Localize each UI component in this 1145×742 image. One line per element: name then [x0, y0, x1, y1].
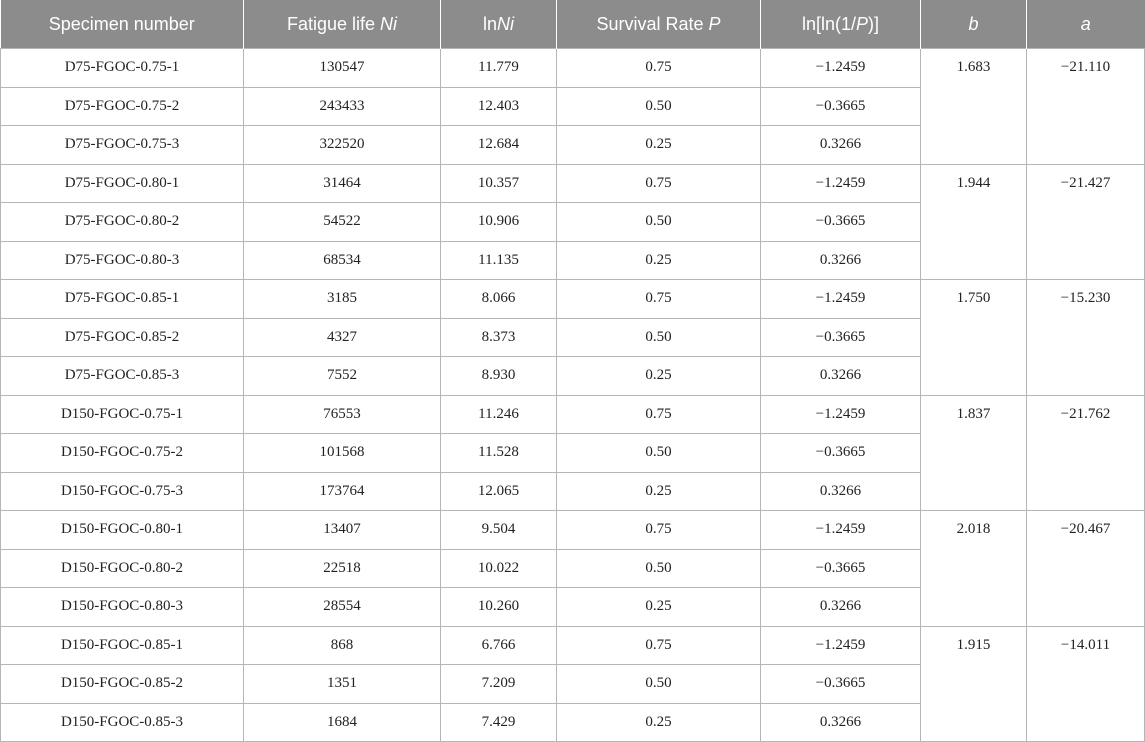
survival-rate-cell: 0.75 — [557, 626, 761, 665]
survival-rate-cell: 0.50 — [557, 665, 761, 704]
ln-ni-cell: 7.429 — [441, 703, 557, 742]
survival-rate-cell: 0.25 — [557, 126, 761, 165]
ln-ln-cell: 0.3266 — [761, 472, 921, 511]
ln-ln-cell: −1.2459 — [761, 164, 921, 203]
ln-ni-cell: 11.779 — [441, 49, 557, 88]
specimen-number-cell: D75-FGOC-0.75-1 — [1, 49, 244, 88]
survival-rate-cell: 0.75 — [557, 49, 761, 88]
ln-ni-cell: 6.766 — [441, 626, 557, 665]
ln-ni-cell: 12.403 — [441, 87, 557, 126]
fatigue-life-cell: 173764 — [244, 472, 441, 511]
survival-rate-cell: 0.25 — [557, 703, 761, 742]
ln-ln-cell: −0.3665 — [761, 87, 921, 126]
specimen-number-cell: D75-FGOC-0.80-2 — [1, 203, 244, 242]
specimen-number-cell: D150-FGOC-0.80-2 — [1, 549, 244, 588]
header-ln-ln-suffix: )] — [868, 13, 880, 34]
ln-ni-cell: 8.373 — [441, 318, 557, 357]
header-ln-ni — [441, 0, 557, 49]
table-row — [1, 626, 1145, 665]
fatigue-life-cell: 130547 — [244, 49, 441, 88]
ln-ni-cell: 8.930 — [441, 357, 557, 396]
ln-ni-cell: 10.260 — [441, 588, 557, 627]
ln-ln-cell: 0.3266 — [761, 241, 921, 280]
a-value-cell: −20.467 — [1027, 511, 1145, 627]
ln-ni-cell: 10.906 — [441, 203, 557, 242]
survival-rate-cell: 0.75 — [557, 280, 761, 319]
fatigue-life-cell: 1684 — [244, 703, 441, 742]
survival-rate-cell: 0.75 — [557, 395, 761, 434]
fatigue-life-cell: 101568 — [244, 434, 441, 473]
ln-ln-cell: −1.2459 — [761, 49, 921, 88]
fatigue-life-cell: 7552 — [244, 357, 441, 396]
specimen-number-cell: D150-FGOC-0.85-1 — [1, 626, 244, 665]
ln-ln-cell: 0.3266 — [761, 357, 921, 396]
survival-rate-cell: 0.75 — [557, 164, 761, 203]
specimen-number-cell: D75-FGOC-0.75-2 — [1, 87, 244, 126]
b-value-cell: 1.750 — [921, 280, 1027, 396]
ln-ni-cell: 10.357 — [441, 164, 557, 203]
specimen-number-cell: D150-FGOC-0.80-3 — [1, 588, 244, 627]
survival-rate-cell: 0.25 — [557, 241, 761, 280]
specimen-number-cell: D150-FGOC-0.75-2 — [1, 434, 244, 473]
specimen-number-cell: D75-FGOC-0.85-1 — [1, 280, 244, 319]
ln-ln-cell: −1.2459 — [761, 280, 921, 319]
survival-rate-cell: 0.25 — [557, 357, 761, 396]
ln-ni-cell: 9.504 — [441, 511, 557, 550]
specimen-number-cell: D75-FGOC-0.80-1 — [1, 164, 244, 203]
fatigue-life-cell: 31464 — [244, 164, 441, 203]
header-row — [1, 0, 1145, 49]
table-row — [1, 395, 1145, 434]
fatigue-life-cell: 4327 — [244, 318, 441, 357]
specimen-number-cell: D150-FGOC-0.75-1 — [1, 395, 244, 434]
ln-ln-cell: −0.3665 — [761, 203, 921, 242]
table-row — [1, 280, 1145, 319]
ln-ln-cell: −0.3665 — [761, 318, 921, 357]
b-value-cell: 1.944 — [921, 164, 1027, 280]
survival-rate-cell: 0.50 — [557, 318, 761, 357]
table-header — [1, 0, 1145, 49]
header-ln-ni-text: ln — [482, 13, 497, 34]
ln-ln-cell: −0.3665 — [761, 665, 921, 704]
table-row — [1, 164, 1145, 203]
table-body — [1, 49, 1145, 742]
fatigue-life-cell: 1351 — [244, 665, 441, 704]
ln-ln-cell: 0.3266 — [761, 126, 921, 165]
header-survival-rate — [557, 0, 761, 49]
fatigue-life-cell: 76553 — [244, 395, 441, 434]
fatigue-life-cell: 13407 — [244, 511, 441, 550]
fatigue-life-cell: 54522 — [244, 203, 441, 242]
a-value-cell: −21.762 — [1027, 395, 1145, 511]
specimen-number-cell: D75-FGOC-0.80-3 — [1, 241, 244, 280]
ln-ni-cell: 11.135 — [441, 241, 557, 280]
ln-ni-cell: 12.684 — [441, 126, 557, 165]
fatigue-life-cell: 868 — [244, 626, 441, 665]
header-b: b — [921, 0, 1027, 49]
table-row — [1, 511, 1145, 550]
fatigue-life-cell: 22518 — [244, 549, 441, 588]
survival-rate-cell: 0.50 — [557, 87, 761, 126]
ln-ln-cell: −1.2459 — [761, 511, 921, 550]
header-ln-ni-variable: Ni — [497, 13, 514, 34]
fatigue-life-cell: 322520 — [244, 126, 441, 165]
header-specimen-number: Specimen number — [1, 0, 244, 49]
header-survival-rate-text: Survival Rate — [596, 13, 709, 34]
header-ln-ln — [761, 0, 921, 49]
fatigue-life-cell: 68534 — [244, 241, 441, 280]
header-fatigue-life-variable: Ni — [380, 13, 398, 34]
ln-ln-cell: −0.3665 — [761, 434, 921, 473]
specimen-number-cell: D75-FGOC-0.75-3 — [1, 126, 244, 165]
specimen-number-cell: D150-FGOC-0.85-2 — [1, 665, 244, 704]
header-fatigue-life — [244, 0, 441, 49]
specimen-number-cell: D75-FGOC-0.85-3 — [1, 357, 244, 396]
survival-rate-cell: 0.75 — [557, 511, 761, 550]
a-value-cell: −21.427 — [1027, 164, 1145, 280]
header-survival-rate-variable: P — [708, 13, 721, 34]
survival-rate-cell: 0.50 — [557, 203, 761, 242]
table-row — [1, 49, 1145, 88]
specimen-number-cell: D150-FGOC-0.80-1 — [1, 511, 244, 550]
ln-ni-cell: 12.065 — [441, 472, 557, 511]
ln-ni-cell: 11.528 — [441, 434, 557, 473]
b-value-cell: 1.915 — [921, 626, 1027, 742]
ln-ln-cell: 0.3266 — [761, 588, 921, 627]
ln-ni-cell: 10.022 — [441, 549, 557, 588]
b-value-cell: 2.018 — [921, 511, 1027, 627]
b-value-cell: 1.683 — [921, 49, 1027, 165]
fatigue-life-cell: 28554 — [244, 588, 441, 627]
survival-rate-cell: 0.25 — [557, 588, 761, 627]
header-ln-ln-text: ln[ln(1/ — [801, 13, 856, 34]
ln-ln-cell: −1.2459 — [761, 395, 921, 434]
ln-ni-cell: 11.246 — [441, 395, 557, 434]
specimen-number-cell: D75-FGOC-0.85-2 — [1, 318, 244, 357]
header-fatigue-life-text: Fatigue life — [286, 13, 381, 34]
fatigue-life-cell: 3185 — [244, 280, 441, 319]
a-value-cell: −15.230 — [1027, 280, 1145, 396]
ln-ni-cell: 7.209 — [441, 665, 557, 704]
survival-rate-cell: 0.50 — [557, 434, 761, 473]
ln-ln-cell: −0.3665 — [761, 549, 921, 588]
survival-rate-cell: 0.50 — [557, 549, 761, 588]
survival-rate-cell: 0.25 — [557, 472, 761, 511]
specimen-number-cell: D150-FGOC-0.75-3 — [1, 472, 244, 511]
a-value-cell: −21.110 — [1027, 49, 1145, 165]
fatigue-life-cell: 243433 — [244, 87, 441, 126]
ln-ln-cell: −1.2459 — [761, 626, 921, 665]
b-value-cell: 1.837 — [921, 395, 1027, 511]
ln-ln-cell: 0.3266 — [761, 703, 921, 742]
a-value-cell: −14.011 — [1027, 626, 1145, 742]
specimen-number-cell: D150-FGOC-0.85-3 — [1, 703, 244, 742]
header-a: a — [1027, 0, 1145, 49]
header-ln-ln-variable: P — [856, 13, 869, 34]
ln-ni-cell: 8.066 — [441, 280, 557, 319]
